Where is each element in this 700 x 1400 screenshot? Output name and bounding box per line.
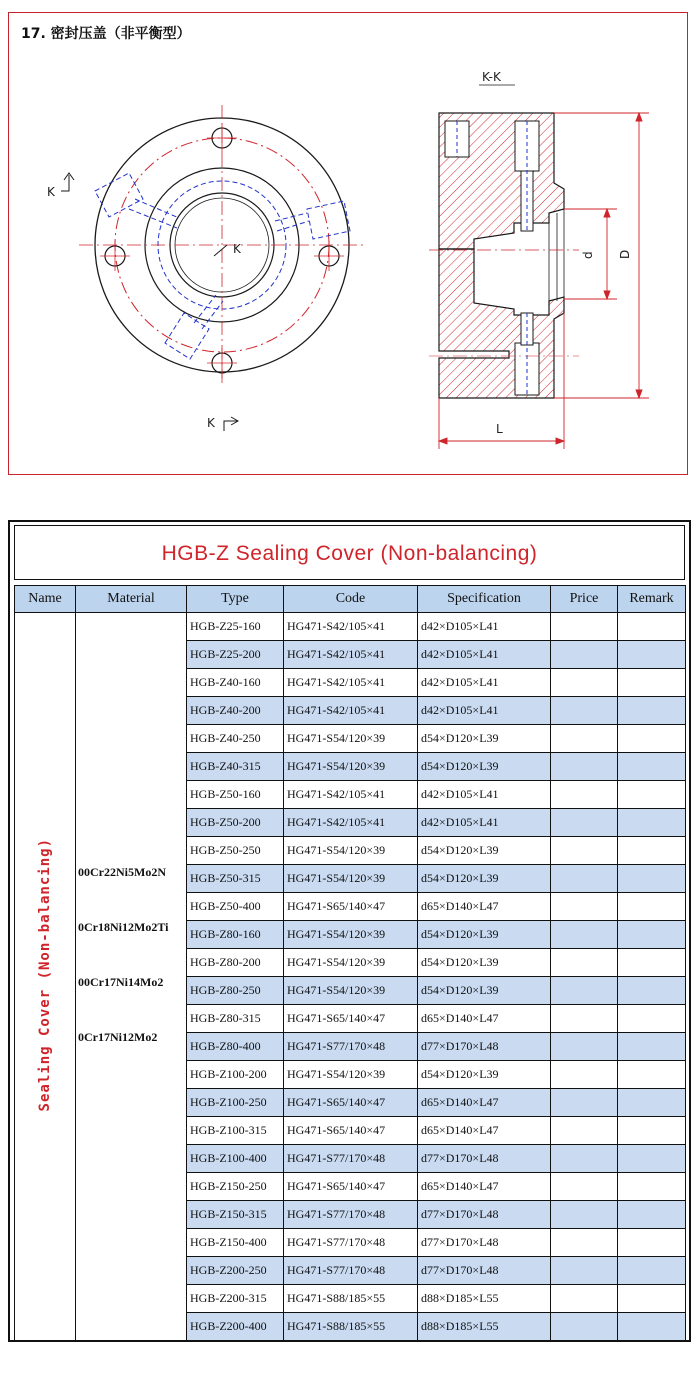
section-marker-bottom: K [207,416,215,430]
code-cell: HG471-S42/105×41 [284,781,418,809]
remark-cell [618,1005,686,1033]
price-cell [551,977,618,1005]
price-cell [551,1033,618,1061]
code-cell: HG471-S65/140×47 [284,1089,418,1117]
remark-cell [618,613,686,641]
type-cell: HGB-Z25-200 [187,641,284,669]
price-cell [551,921,618,949]
type-cell: HGB-Z150-250 [187,1173,284,1201]
price-cell [551,893,618,921]
column-header-type: Type [187,586,284,613]
remark-cell [618,1117,686,1145]
code-cell: HG471-S65/140×47 [284,1173,418,1201]
price-cell [551,1145,618,1173]
code-cell: HG471-S77/170×48 [284,1229,418,1257]
material-item: 0Cr18Ni12Mo2Ti [78,920,169,934]
remark-cell [618,1285,686,1313]
spec-cell: d42×D105×L41 [418,697,551,725]
drawing-title: 17. 密封压盖（非平衡型） [21,26,191,42]
code-cell: HG471-S88/185×55 [284,1313,418,1341]
price-cell [551,1313,618,1341]
remark-cell [618,949,686,977]
price-cell [551,725,618,753]
type-cell: HGB-Z50-250 [187,837,284,865]
price-cell [551,1061,618,1089]
code-cell: HG471-S65/140×47 [284,1117,418,1145]
type-cell: HGB-Z40-315 [187,753,284,781]
price-cell [551,1089,618,1117]
remark-cell [618,1313,686,1341]
spec-cell: d54×D120×L39 [418,949,551,977]
spec-cell: d54×D120×L39 [418,837,551,865]
price-cell [551,949,618,977]
type-cell: HGB-Z200-250 [187,1257,284,1285]
code-cell: HG471-S77/170×48 [284,1033,418,1061]
spec-cell: d42×D105×L41 [418,641,551,669]
spec-cell: d88×D185×L55 [418,1313,551,1341]
code-cell: HG471-S65/140×47 [284,1005,418,1033]
type-cell: HGB-Z80-250 [187,977,284,1005]
spec-cell: d42×D105×L41 [418,809,551,837]
type-cell: HGB-Z80-400 [187,1033,284,1061]
price-cell [551,669,618,697]
remark-cell [618,809,686,837]
dim-label-L: L [496,422,503,436]
spec-cell: d88×D185×L55 [418,1285,551,1313]
name-cell [15,613,76,1341]
code-cell: HG471-S42/105×41 [284,669,418,697]
price-cell [551,1173,618,1201]
remark-cell [618,725,686,753]
remark-cell [618,921,686,949]
type-cell: HGB-Z25-160 [187,613,284,641]
spec-cell: d42×D105×L41 [418,781,551,809]
material-cell [76,613,187,1341]
dimension-D [554,113,649,398]
code-cell: HG471-S42/105×41 [284,697,418,725]
column-header-code: Code [284,586,418,613]
type-cell: HGB-Z50-400 [187,893,284,921]
type-cell: HGB-Z100-315 [187,1117,284,1145]
code-cell: HG471-S65/140×47 [284,893,418,921]
spec-cell: d54×D120×L39 [418,865,551,893]
material-item: 0Cr17Ni12Mo2 [78,1030,158,1044]
spec-cell: d65×D140×L47 [418,1117,551,1145]
price-cell [551,1257,618,1285]
main-centerlines [79,105,365,385]
dim-label-d: d [581,251,595,259]
price-cell [551,865,618,893]
remark-cell [618,669,686,697]
remark-cell [618,1229,686,1257]
type-cell: HGB-Z50-315 [187,865,284,893]
remark-cell [618,1173,686,1201]
spec-cell: d54×D120×L39 [418,753,551,781]
code-cell: HG471-S54/120×39 [284,977,418,1005]
spec-cell: d54×D120×L39 [418,977,551,1005]
technical-drawing [9,13,686,473]
price-cell [551,1005,618,1033]
section-marker-center: K [233,242,241,256]
code-cell: HG471-S54/120×39 [284,949,418,977]
table-heading: HGB-Z Sealing Cover (Non-balancing) [14,525,685,580]
dim-label-D: D [618,249,632,259]
price-cell [551,781,618,809]
code-cell: HG471-S54/120×39 [284,753,418,781]
spec-cell: d77×D170×L48 [418,1145,551,1173]
remark-cell [618,753,686,781]
price-cell [551,641,618,669]
spec-cell: d77×D170×L48 [418,1229,551,1257]
remark-cell [618,1145,686,1173]
type-cell: HGB-Z40-250 [187,725,284,753]
remark-cell [618,837,686,865]
type-cell: HGB-Z40-160 [187,669,284,697]
spec-cell: d77×D170×L48 [418,1033,551,1061]
spec-cell: d54×D120×L39 [418,725,551,753]
table-header-row [15,586,686,613]
price-cell [551,1229,618,1257]
price-cell [551,1285,618,1313]
type-cell: HGB-Z100-200 [187,1061,284,1089]
remark-cell [618,641,686,669]
column-header-price: Price [551,586,618,613]
spec-cell: d54×D120×L39 [418,921,551,949]
type-cell: HGB-Z150-315 [187,1201,284,1229]
table-body [15,613,686,1341]
code-cell: HG471-S77/170×48 [284,1201,418,1229]
section-hatch-bottom [439,249,564,398]
column-header-remark: Remark [618,586,686,613]
code-cell: HG471-S88/185×55 [284,1285,418,1313]
remark-cell [618,697,686,725]
type-cell: HGB-Z200-315 [187,1285,284,1313]
spec-cell: d65×D140×L47 [418,1089,551,1117]
section-label: K-K [482,70,501,84]
spec-cell: d42×D105×L41 [418,613,551,641]
code-cell: HG471-S42/105×41 [284,613,418,641]
spec-cell: d65×D140×L47 [418,1005,551,1033]
code-cell: HG471-S77/170×48 [284,1257,418,1285]
remark-cell [618,1089,686,1117]
type-cell: HGB-Z80-160 [187,921,284,949]
remark-cell [618,781,686,809]
remark-cell [618,893,686,921]
remark-cell [618,1201,686,1229]
section-marker-top: K [47,185,55,199]
remark-cell [618,1033,686,1061]
section-arrows [61,173,238,431]
material-item: 00Cr22Ni5Mo2N [78,865,166,879]
spec-table-panel [8,520,691,1342]
remark-cell [618,977,686,1005]
remark-cell [618,865,686,893]
code-cell: HG471-S42/105×41 [284,641,418,669]
type-cell: HGB-Z40-200 [187,697,284,725]
spec-table [14,585,686,1341]
hidden-ports [95,173,350,359]
spec-cell: d42×D105×L41 [418,669,551,697]
spec-cell: d77×D170×L48 [418,1201,551,1229]
remark-cell [618,1061,686,1089]
price-cell [551,753,618,781]
code-cell: HG471-S54/120×39 [284,1061,418,1089]
price-cell [551,613,618,641]
type-cell: HGB-Z50-200 [187,809,284,837]
name-value: Sealing Cover (Non-balancing) [37,837,53,1112]
type-cell: HGB-Z200-400 [187,1313,284,1341]
table-row [15,613,686,641]
price-cell [551,1201,618,1229]
code-cell: HG471-S54/120×39 [284,865,418,893]
spec-cell: d65×D140×L47 [418,893,551,921]
column-header-specification: Specification [418,586,551,613]
column-header-material: Material [76,586,187,613]
code-cell: HG471-S77/170×48 [284,1145,418,1173]
spec-cell: d54×D120×L39 [418,1061,551,1089]
code-cell: HG471-S54/120×39 [284,837,418,865]
spec-cell: d65×D140×L47 [418,1173,551,1201]
price-cell [551,1117,618,1145]
section-view [429,70,649,449]
material-item: 00Cr17Ni14Mo2 [78,975,164,989]
remark-cell [618,1257,686,1285]
drawing-panel [8,12,688,475]
spec-cell: d77×D170×L48 [418,1257,551,1285]
code-cell: HG471-S42/105×41 [284,809,418,837]
type-cell: HGB-Z150-400 [187,1229,284,1257]
type-cell: HGB-Z80-200 [187,949,284,977]
price-cell [551,809,618,837]
price-cell [551,697,618,725]
type-cell: HGB-Z80-315 [187,1005,284,1033]
code-cell: HG471-S54/120×39 [284,725,418,753]
column-header-name: Name [15,586,76,613]
type-cell: HGB-Z50-160 [187,781,284,809]
code-cell: HG471-S54/120×39 [284,921,418,949]
type-cell: HGB-Z100-250 [187,1089,284,1117]
front-view [47,105,365,431]
type-cell: HGB-Z100-400 [187,1145,284,1173]
price-cell [551,837,618,865]
